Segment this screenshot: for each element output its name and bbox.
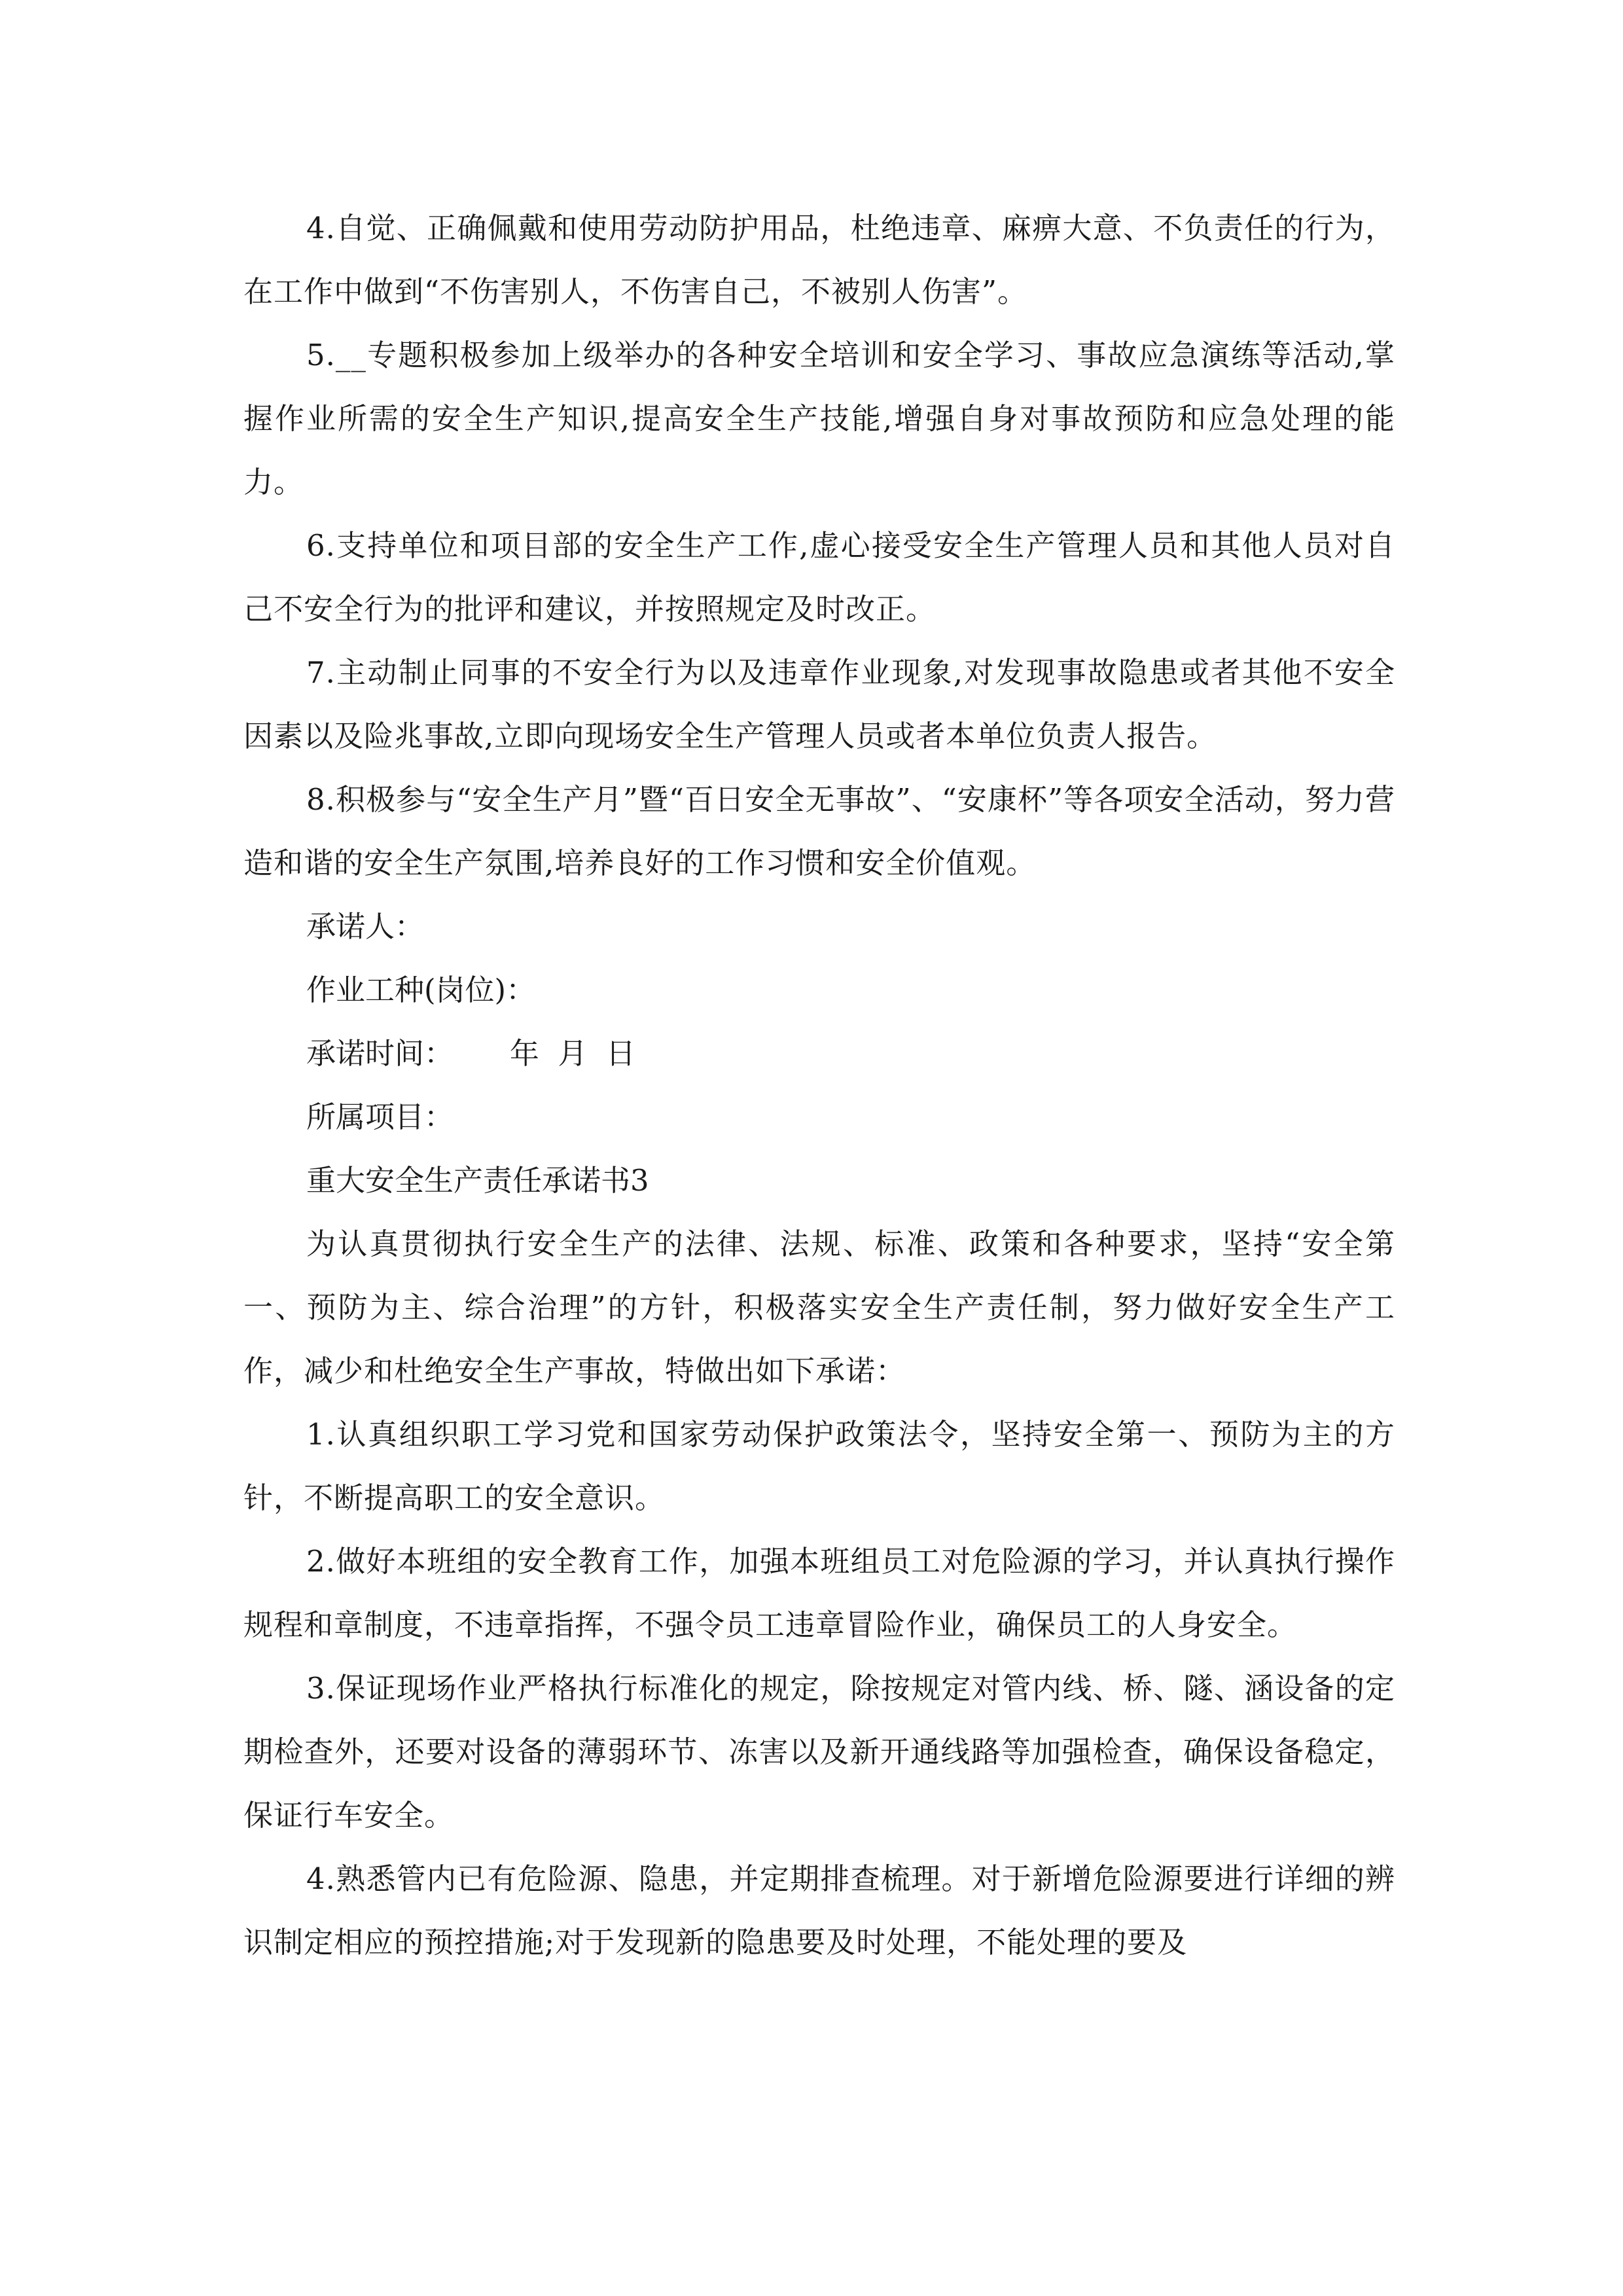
commitment-item-4: 4.熟悉管内已有危险源、隐患，并定期排查梳理。对于新增危险源要进行详细的辨识制定相应的预控措施;对于发现新的隐患要及时处理，不能处理的要及 — [243, 1861, 1395, 1960]
paragraph-item-8: 8.积极参与“安全生产月”暨“百日安全无事故”、“安康杯”等各项安全活动，努力营造和谐的安全生产氛围,培养良好的工作习惯和安全价值观。 — [243, 782, 1395, 880]
paragraph-item-7: 7.主动制止同事的不安全行为以及违章作业现象,对发现事故隐患或者其他不安全因素以及险兆事故,立即向现场安全生产管理人员或者本单位负责人报告。 — [243, 655, 1395, 753]
commitment-item-3: 3.保证现场作业严格执行标准化的规定，除按规定对管内线、桥、隧、涵设备的定期检查外，还要对设备的薄弱环节、冻害以及新开通线路等加强检查，确保设备稳定，保证行车安全。 — [243, 1671, 1395, 1833]
job-type-field: 作业工种(岗位)： — [306, 973, 536, 1007]
paragraph-item-5: 5.__专题积极参加上级举办的各种安全培训和安全学习、事故应急演练等活动,掌握作业所需的安全生产知识,提高安全生产技能,增强自身对事故预防和应急处理的能力。 — [243, 338, 1395, 499]
document-body — [243, 196, 1395, 1974]
intro-paragraph: 为认真贯彻执行安全生产的法律、法规、标准、政策和各种要求，坚持“安全第一、预防为主、综合治理”的方针，积极落实安全生产责任制，努力做好安全生产工作，减少和杜绝安全生产事故，特做出如下承诺： — [243, 1227, 1395, 1388]
promise-time-field: 承诺时间： 年 月 日 — [306, 1036, 636, 1071]
commitment-item-1: 1.认真组织职工学习党和国家劳动保护政策法令，坚持安全第一、预防为主的方针，不断提高职工的安全意识。 — [243, 1417, 1395, 1515]
promiser-field: 承诺人： — [306, 909, 425, 944]
commitment-item-2: 2.做好本班组的安全教育工作，加强本班组员工对危险源的学习，并认真执行操作规程和章制度，不违章指挥，不强令员工违章冒险作业，确保员工的人身安全。 — [243, 1544, 1395, 1642]
paragraph-item-4: 4.自觉、正确佩戴和使用劳动防护用品，杜绝违章、麻痹大意、不负责任的行为，在工作中做到“不伤害别人，不伤害自己，不被别人伤害”。 — [243, 211, 1395, 309]
paragraph-item-6: 6.支持单位和项目部的安全生产工作,虚心接受安全生产管理人员和其他人员对自己不安全行为的批评和建议，并按照规定及时改正。 — [243, 528, 1395, 626]
section-title: 重大安全生产责任承诺书3 — [306, 1163, 649, 1198]
project-field: 所属项目： — [306, 1100, 454, 1134]
